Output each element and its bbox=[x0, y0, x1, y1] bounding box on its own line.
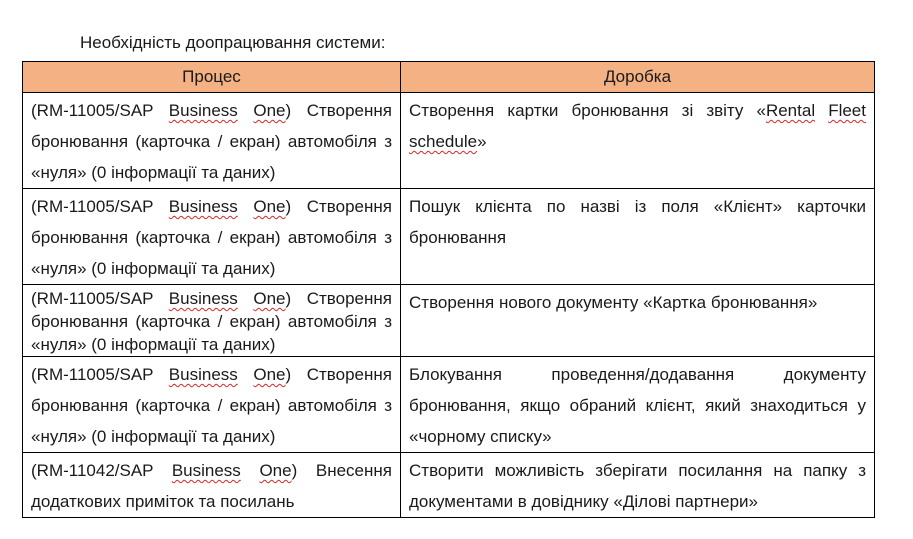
process-text-gap bbox=[238, 101, 254, 120]
process-text-gap bbox=[238, 365, 254, 384]
process-text-end: ) Створення бронювання (карточка / екран) автомобіля з «нуля» (0 інформації та даних) bbox=[31, 365, 392, 446]
spellcheck-word: Business bbox=[168, 289, 238, 308]
spellcheck-word: Business bbox=[168, 101, 238, 120]
table-row bbox=[23, 189, 875, 285]
table-row bbox=[23, 93, 875, 189]
spellcheck-word: Business bbox=[171, 461, 241, 480]
table-row bbox=[23, 453, 875, 518]
task-cell: Блокування проведення/додавання документу бронювання, якщо обраний клієнт, який знаходиться у «чорному списку» bbox=[401, 357, 875, 453]
process-text-start: (RM-11005/SAP bbox=[31, 101, 169, 120]
process-cell bbox=[23, 189, 401, 285]
spellcheck-word: One bbox=[253, 101, 286, 120]
process-cell bbox=[23, 93, 401, 189]
task-text-gap bbox=[815, 101, 828, 120]
spellcheck-word: Business bbox=[168, 197, 238, 216]
process-text-start: (RM-11005/SAP bbox=[31, 197, 169, 216]
process-cell bbox=[23, 453, 401, 518]
spellcheck-word: Fleet bbox=[828, 101, 866, 120]
process-text-end: ) Створення бронювання (карточка / екран) автомобіля з «нуля» (0 інформації та даних) bbox=[31, 101, 392, 182]
task-cell: Пошук клієнта по назві із поля «Клієнт» карточки бронювання bbox=[401, 189, 875, 285]
process-text-end: ) Створення бронювання (карточка / екран) автомобіля з «нуля» (0 інформації та даних) bbox=[31, 289, 392, 354]
spellcheck-word: Business bbox=[168, 365, 238, 384]
process-cell bbox=[23, 285, 401, 357]
process-cell bbox=[23, 357, 401, 453]
process-text-end: ) Створення бронювання (карточка / екран) автомобіля з «нуля» (0 інформації та даних) bbox=[31, 197, 392, 278]
requirements-table bbox=[22, 61, 875, 518]
task-cell: Створити можливість зберігати посилання на папку з документами в довіднику «Ділові партнери» bbox=[401, 453, 875, 518]
task-cell: Створення нового документу «Картка бронювання» bbox=[401, 285, 875, 357]
process-text-start: (RM-11042/SAP bbox=[31, 461, 172, 480]
process-text-gap bbox=[238, 289, 254, 308]
process-text-start: (RM-11005/SAP bbox=[31, 365, 169, 384]
table-row bbox=[23, 357, 875, 453]
column-header-task: Доробка bbox=[401, 62, 875, 93]
process-text-start: (RM-11005/SAP bbox=[31, 289, 169, 308]
spellcheck-word: One bbox=[253, 365, 286, 384]
spellcheck-word: One bbox=[259, 461, 292, 480]
spellcheck-word: One bbox=[253, 197, 286, 216]
table-row bbox=[23, 285, 875, 357]
task-cell bbox=[401, 93, 875, 189]
spellcheck-word: schedule bbox=[409, 132, 478, 151]
task-text-start: Створення картки бронювання зі звіту « bbox=[409, 101, 766, 120]
process-text-gap bbox=[241, 461, 260, 480]
column-header-process: Процес bbox=[23, 62, 401, 93]
task-text-end: » bbox=[477, 132, 487, 151]
spellcheck-word: Rental bbox=[765, 101, 816, 120]
process-text-end: ) Внесення додаткових приміток та посилань bbox=[31, 461, 392, 511]
intro-text: Необхідність доопрацювання системи: bbox=[80, 33, 386, 52]
spellcheck-word: One bbox=[253, 289, 286, 308]
process-text-gap bbox=[238, 197, 254, 216]
table-header-row bbox=[23, 62, 875, 93]
